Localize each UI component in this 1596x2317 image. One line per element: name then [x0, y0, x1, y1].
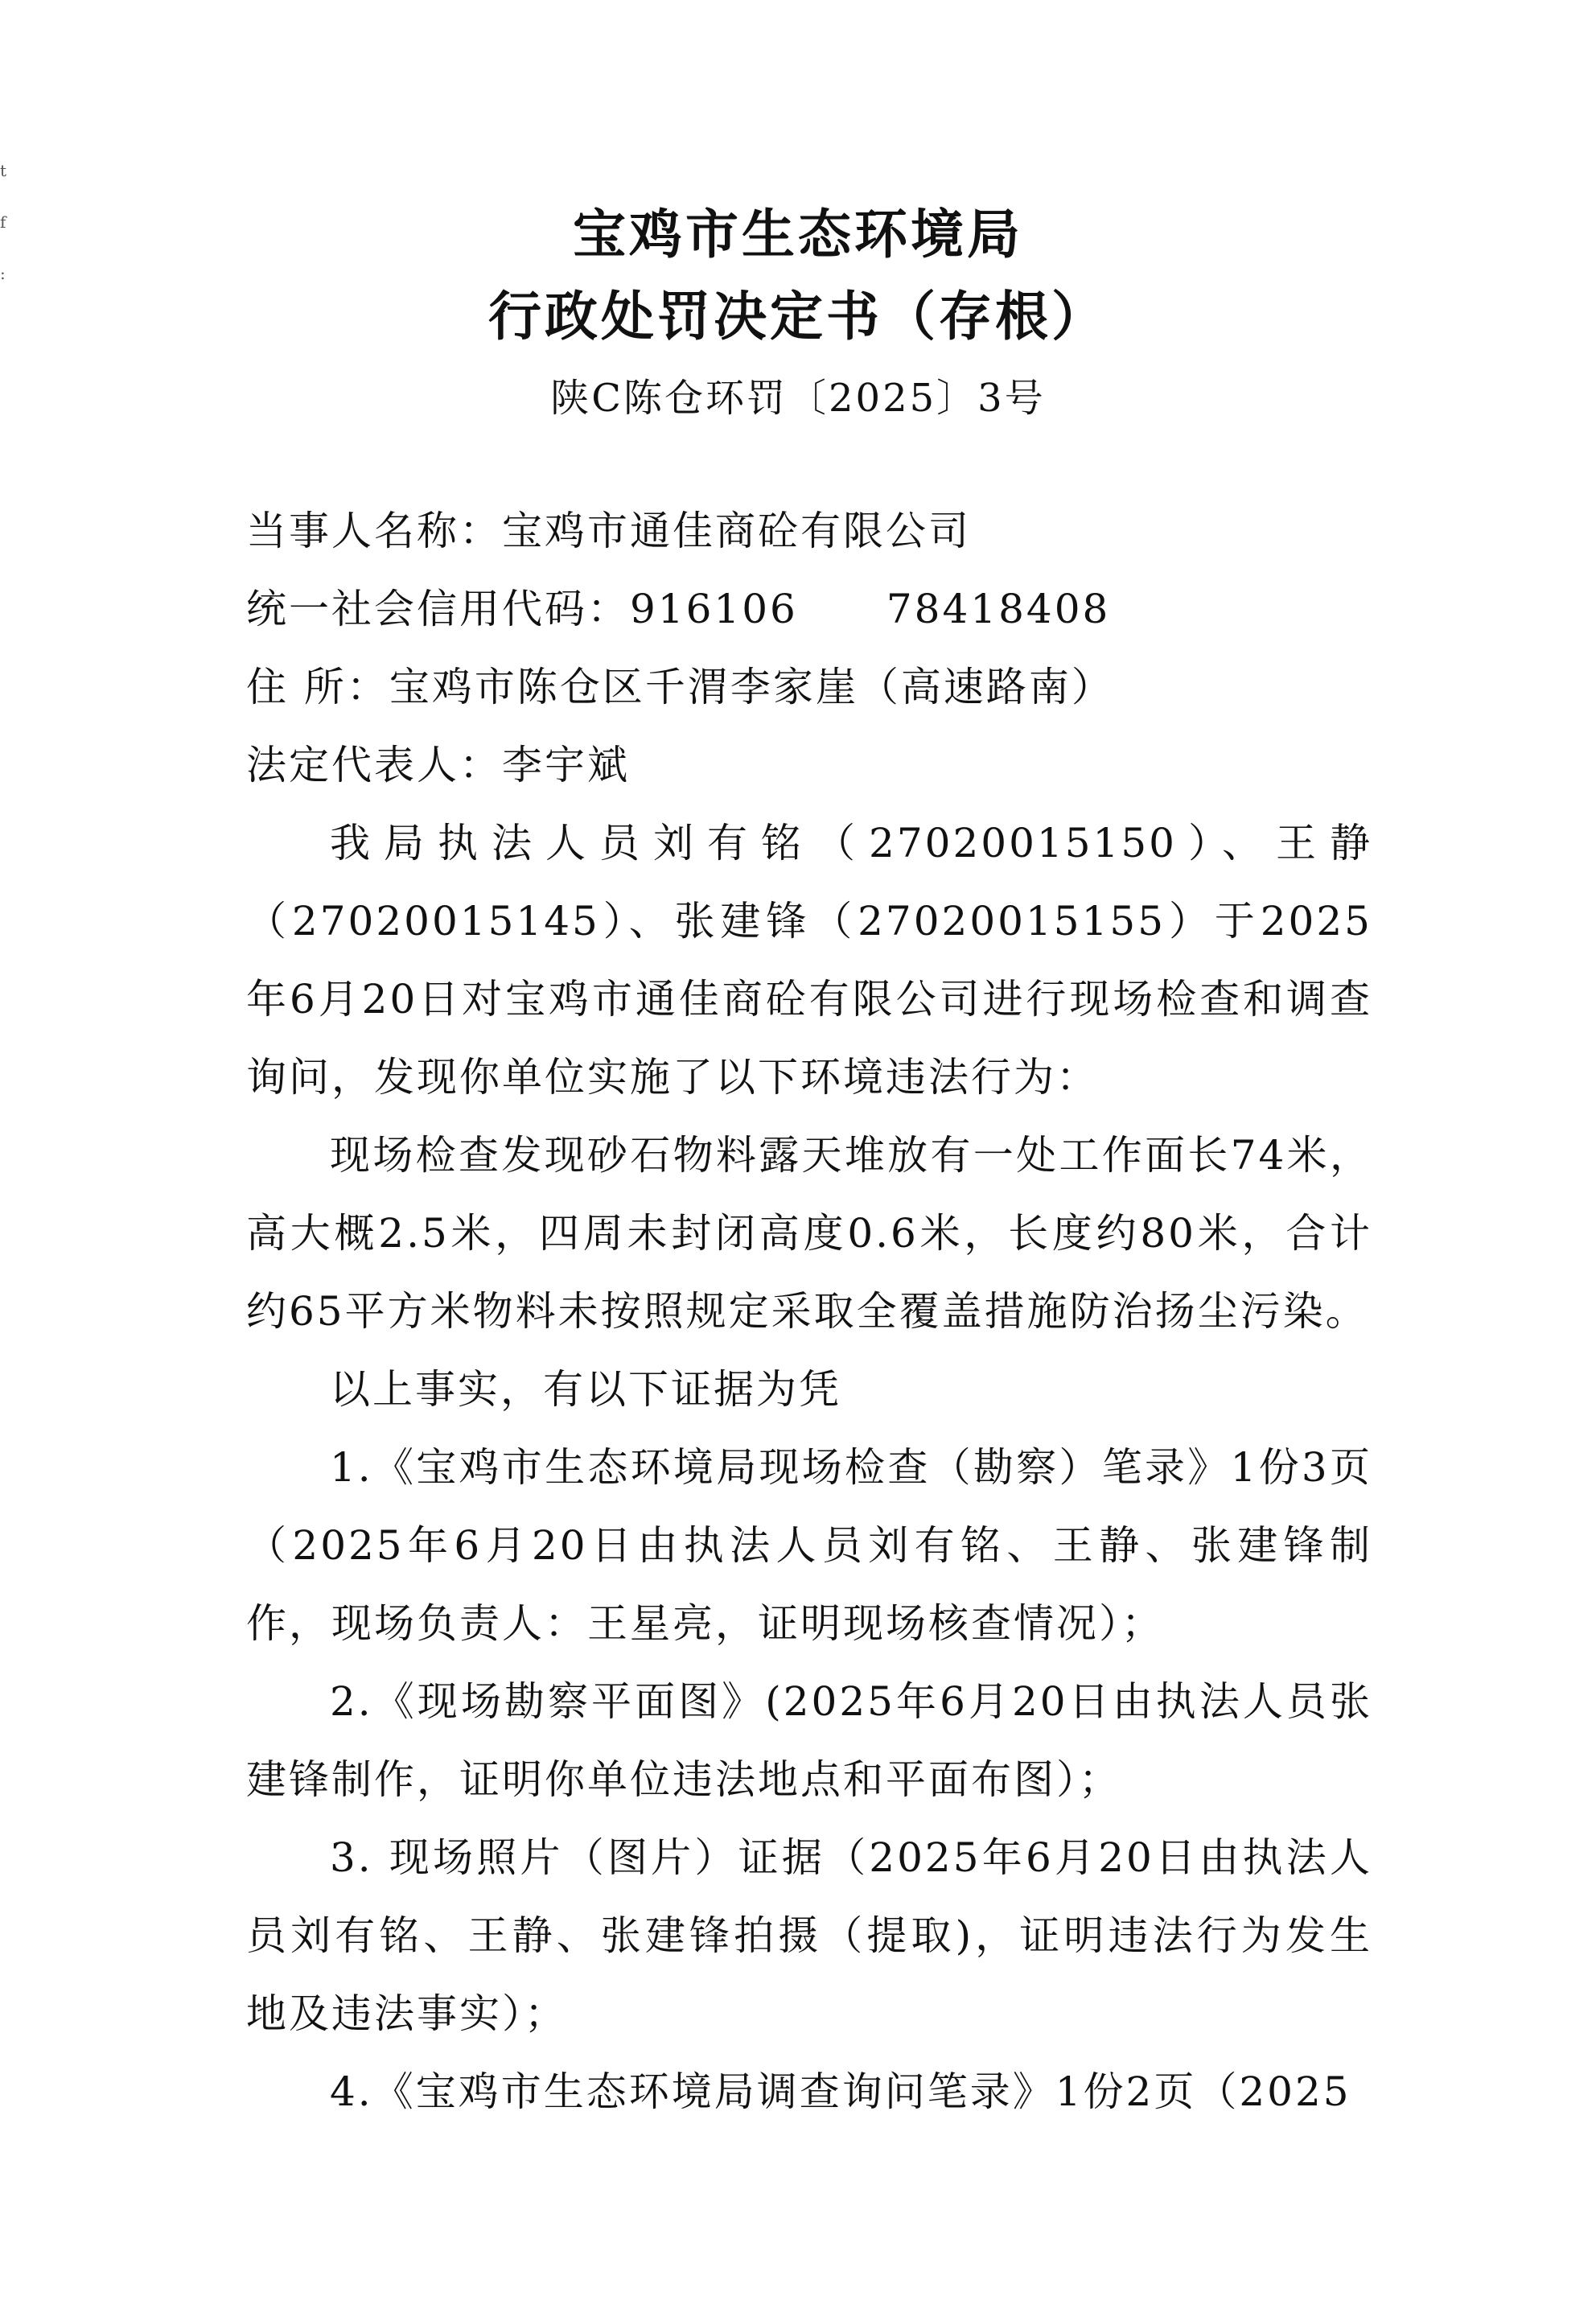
document-subtitle: 行政处罚决定书（存根） — [488, 286, 1108, 348]
credit-code-line — [246, 570, 1372, 648]
margin-mark: : — [0, 264, 6, 283]
party-name-line: 当事人名称：宝鸡市通佳商砼有限公司 — [246, 508, 971, 554]
evidence-intro: 以上事实，有以下证据为凭 — [330, 1366, 841, 1413]
evidence-item-2: 2.《现场勘察平面图》(2025年6月20日由执法人员张建锋制作，证明你单位违法地点和平面布图）； — [246, 1678, 1372, 1803]
legal-representative-line: 法定代表人：李宇斌 — [246, 742, 630, 788]
evidence-item-4: 4.《宝鸡市生态环境局调查询问笔录》1份2页（2025 — [330, 2068, 1351, 2115]
document-title: 宝鸡市生态环境局 — [573, 204, 1023, 265]
document-number: 陕C陈仓环罚〔2025〕3号 — [550, 376, 1046, 421]
evidence-item-1: 1.《宝鸡市生态环境局现场检查（勘察）笔录》1份3页（2025年6月20日由执法人员刘有铭、王静、张建锋制作，现场负责人：王星亮，证明现场核查情况）； — [246, 1444, 1372, 1647]
facts-paragraph: 现场检查发现砂石物料露天堆放有一处工作面长74米，高大概2.5米，四周未封闭高度0.6米，长度约80米，合计约65平方米物料未按照规定采取全覆盖措施防治扬尘污染。 — [246, 1132, 1372, 1335]
evidence-item-3: 3. 现场照片（图片）证据（2025年6月20日由执法人员刘有铭、王静、张建锋拍摄（提取)，证明违法行为发生地及违法事实）； — [246, 1834, 1372, 2037]
credit-code-label: 统一社会信用代码：916106 — [246, 586, 798, 632]
address-line: 住 所：宝鸡市陈仓区千渭李家崖（高速路南） — [246, 664, 1114, 710]
margin-mark: t — [0, 161, 7, 180]
margin-mark: f — [0, 212, 6, 232]
document-body — [246, 492, 1372, 2131]
credit-code-tail: 78418408 — [886, 586, 1111, 632]
intro-paragraph: 我局执法人员刘有铭（27020015150）、王静（27020015145）、张建锋（27020015155）于2025年6月20日对宝鸡市通佳商砼有限公司进行现场检查和调查询问，发现你单位实施了以下环境违法行为： — [246, 820, 1372, 1101]
